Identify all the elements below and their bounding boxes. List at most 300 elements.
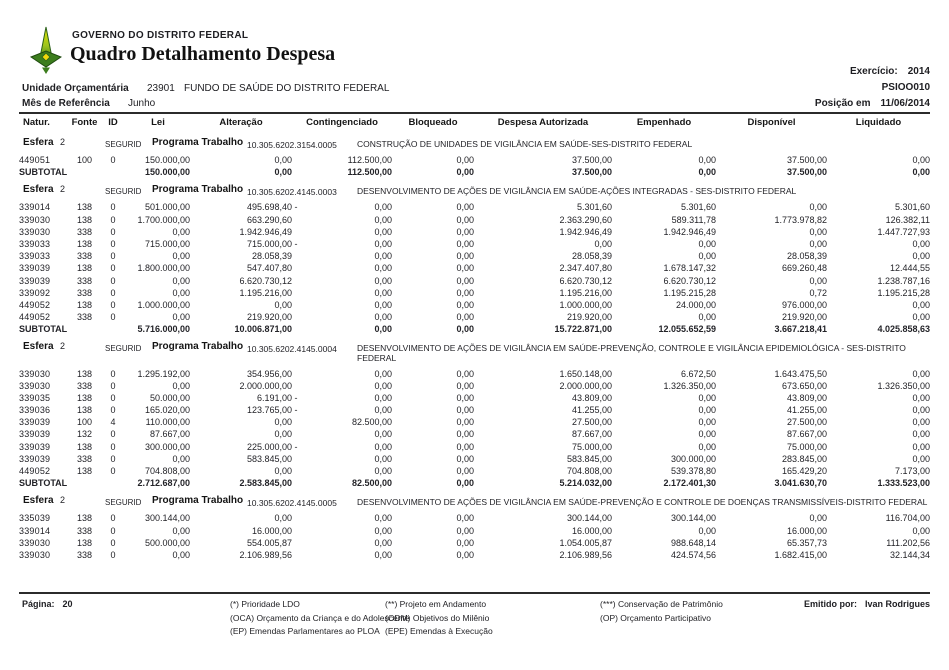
natureza-code: 339014 [19,202,51,213]
cell-value: 0,00 [912,312,930,323]
id-code: 0 [110,525,116,536]
cell-value: 0,00 [809,239,827,250]
cell-value: 1.942.946,49 [663,226,716,237]
cell-value: 0,00 [374,239,392,250]
cell-value: 0,00 [374,214,392,225]
cell-value: 0,00 [912,405,930,416]
page-number [22,598,73,612]
legend-column-1 [230,598,410,639]
legend-item: (**) Projeto em Andamento [385,599,487,609]
cell-value: 225.000,00 - [246,441,298,452]
id-code: 0 [110,537,116,548]
subtotal-value: 12.055.652,59 [658,324,716,335]
column-header-id: ID [108,117,118,128]
cell-value: 165.020,00 [144,405,190,416]
esfera-value: 2 [60,137,66,147]
cell-value: 37.500,00 [786,155,827,166]
cell-value: 0,00 [374,263,392,274]
legend-item: (EPE) Emendas à Execução [385,626,493,636]
natureza-code: 449052 [19,299,51,310]
cell-value: 165.429,20 [781,466,827,477]
cell-value: 0,00 [172,251,190,262]
table-row [19,428,930,440]
table-row [19,226,930,238]
subtotal-value: 3.667.218,41 [774,324,827,335]
cell-value: 0,00 [456,525,474,536]
fonte-code: 138 [76,202,93,213]
cell-value: 0,00 [456,155,474,166]
cell-value: 0,00 [456,251,474,262]
cell-value: 0,00 [809,202,827,213]
subtotal-value: 3.041.630,70 [774,478,827,489]
cell-value: 0,00 [274,429,292,440]
cell-value: 0,00 [456,453,474,464]
table-row [19,238,930,250]
section-header [19,178,930,201]
id-code: 0 [110,299,116,310]
cell-value: 6.620.730,12 [559,275,612,286]
id-code: 0 [110,549,116,560]
cell-value: 0,00 [374,368,392,379]
cell-value: 0,00 [374,525,392,536]
cell-value: 300.144,00 [566,513,612,524]
cell-value: 82.500,00 [351,417,392,428]
id-code: 0 [110,226,116,237]
fonte-code: 138 [76,441,93,452]
report-code: PSIOO010 [881,82,930,93]
table-row [19,287,930,299]
segurid-label: SEGURID [105,344,142,354]
table-row [19,262,930,274]
cell-value: 0,00 [698,405,716,416]
emitido-label: Emitido por: [803,599,857,609]
cell-value: 87.667,00 [786,429,827,440]
id-code: 0 [110,405,116,416]
programa-trabalho-code: 10.305.6202.3154.0005 [247,140,337,150]
table-row [19,537,930,549]
cell-value: 6.620.730,12 [239,275,292,286]
programa-trabalho-description: CONSTRUÇÃO DE UNIDADES DE VIGILÂNCIA EM SAÚDE-SES-DISTRITO FEDERAL [357,139,693,149]
cell-value: 0,00 [374,299,392,310]
cell-value: 1.195.215,28 [877,287,930,298]
id-code: 0 [110,380,116,391]
subtotal-label: SUBTOTAL [19,167,68,178]
cell-value: 1.650.148,00 [559,368,612,379]
cell-value: 5.301,60 [576,202,612,213]
cell-value: 0,00 [374,537,392,548]
cell-value: 0,00 [456,429,474,440]
legend-item: (OCA) Orçamento da Criança e do Adolescente [230,612,410,623]
cell-value: 0,00 [374,429,392,440]
natureza-code: 339039 [19,263,51,274]
cell-value: 0,00 [374,549,392,560]
esfera-label: Esfera [23,137,54,148]
natureza-code: 339039 [19,429,51,440]
cell-value: 0,72 [809,287,827,298]
posicao-label: Posição em [814,98,871,109]
cell-value: 539.378,80 [670,466,716,477]
table-row [19,404,930,416]
fonte-code: 100 [76,155,93,166]
cell-value: 0,00 [374,441,392,452]
fonte-code: 138 [76,368,93,379]
mes-referencia-value: Junho [128,98,156,109]
legend-item: (EP) Emendas Parlamentares ao PLOA [230,626,380,636]
subtotal-value: 1.333.523,00 [877,478,930,489]
cell-value: 41.255,00 [571,405,612,416]
cell-value: 0,00 [456,513,474,524]
cell-value: 0,00 [456,287,474,298]
cell-value: 6.191,00 - [256,392,298,403]
subtotal-value: 0,00 [274,167,292,178]
subtotal-value: 2.172.401,30 [663,478,716,489]
fonte-code: 138 [76,405,93,416]
cell-value: 554.005,87 [246,537,292,548]
table-row [19,201,930,213]
cell-value: 0,00 [912,417,930,428]
cell-value: 0,00 [456,226,474,237]
pagina-value: 20 [62,599,73,609]
subtotal-value: 2.583.845,00 [239,478,292,489]
cell-value: 1.942.946,49 [559,226,612,237]
natureza-code: 339039 [19,453,51,464]
subtotal-value: 4.025.858,63 [877,324,930,335]
natureza-code: 449052 [19,466,51,477]
cell-value: 28.058,39 [786,251,827,262]
exercicio-label: Exercício: [849,66,898,77]
subtotal-value: 82.500,00 [351,478,392,489]
cell-value: 0,00 [456,466,474,477]
subtotal-value: 0,00 [698,167,716,178]
cell-value: 0,00 [172,287,190,298]
id-code: 0 [110,251,116,262]
cell-value: 976.000,00 [781,299,827,310]
section-header [19,131,930,154]
cell-value: 424.574,56 [670,549,716,560]
cell-value: 704.808,00 [566,466,612,477]
cell-value: 0,00 [698,239,716,250]
fonte-code: 138 [76,263,93,274]
legend-item: (OP) Orçamento Participativo [600,612,712,623]
cell-value: 2.363.290,60 [559,214,612,225]
cell-value: 0,00 [698,417,716,428]
cell-value: 0,00 [374,392,392,403]
cell-value: 0,00 [172,525,190,536]
cell-value: 1.942.946,49 [239,226,292,237]
esfera-value: 2 [60,495,66,506]
cell-value: 300.144,00 [144,513,190,524]
id-code: 0 [110,239,116,250]
table-row [19,154,930,166]
cell-value: 37.500,00 [571,155,612,166]
cell-value: 27.500,00 [571,417,612,428]
fonte-code: 138 [76,466,93,477]
cell-value: 75.000,00 [786,441,827,452]
natureza-code: 449052 [19,312,51,323]
subtotal-value: 10.006.871,00 [234,324,292,335]
cell-value: 0,00 [374,202,392,213]
column-header-contingenciado: Contingenciado [306,117,378,128]
cell-value: 0,00 [698,251,716,262]
cell-value: 300.000,00 [670,453,716,464]
programa-trabalho-label: Programa Trabalho [152,184,244,196]
emitido-por [804,598,930,612]
cell-value: 1.800.000,00 [137,263,190,274]
cell-value: 1.700.000,00 [137,214,190,225]
cell-value: 0,00 [912,525,930,536]
cell-value: 547.407,80 [246,263,292,274]
subtotal-value: 150.000,00 [144,167,190,178]
table-header-row [19,117,930,131]
cell-value: 6.620.730,12 [663,275,716,286]
cell-value: 0,00 [456,275,474,286]
cell-value: 0,00 [374,405,392,416]
fonte-code: 338 [76,287,93,298]
cell-value: 0,00 [456,441,474,452]
cell-value: 1.295.192,00 [137,368,190,379]
cell-value: 123.765,00 - [246,405,298,416]
programa-trabalho-code: 10.305.6202.4145.0005 [247,498,337,509]
cell-value: 2.000.000,00 [239,380,292,391]
esfera-label: Esfera [23,495,54,507]
cell-value: 0,00 [374,275,392,286]
cell-value: 43.809,00 [786,392,827,403]
cell-value: 0,00 [698,429,716,440]
cell-value: 0,00 [809,226,827,237]
programa-trabalho-code: 10.305.6202.4145.0004 [247,344,337,355]
subtotal-value: 5.716.000,00 [137,324,190,335]
cell-value: 27.500,00 [786,417,827,428]
cell-value: 0,00 [374,312,392,323]
natureza-code: 339039 [19,275,51,286]
id-code: 0 [110,263,116,274]
column-header-altera-o: Alteração [219,117,263,128]
esfera-label: Esfera [23,184,54,196]
posicao-line [815,98,930,109]
cell-value: 112.500,00 [347,155,392,166]
natureza-code: 339033 [19,239,51,250]
cell-value: 663.290,60 [246,214,292,225]
table-row [19,525,930,537]
cell-value: 16.000,00 [786,525,827,536]
cell-value: 0,00 [374,513,392,524]
natureza-code: 339030 [19,380,51,391]
cell-value: 0,00 [456,239,474,250]
esfera-value: 2 [60,341,66,352]
posicao-value: 11/06/2014 [880,98,930,109]
column-header-dispon-vel: Disponível [747,117,796,128]
cell-value: 28.058,39 [251,251,292,262]
subtotal-label: SUBTOTAL [19,324,68,335]
cell-value: 0,00 [172,275,190,286]
subtotal-value: 0,00 [456,167,474,178]
cell-value: 589.311,78 [671,214,716,225]
cell-value: 0,00 [274,417,292,428]
fonte-code: 338 [76,251,93,262]
cell-value: 0,00 [698,312,716,323]
table-row [19,367,930,379]
column-header-natur: Natur. [23,117,50,128]
cell-value: 2.347.407,80 [559,263,612,274]
cell-value: 0,00 [809,513,827,524]
fonte-code: 338 [76,312,93,323]
cell-value: 75.000,00 [571,441,612,452]
cell-value: 0,00 [912,239,930,250]
id-code: 0 [110,441,116,452]
subtotal-row [19,166,930,178]
programa-trabalho-label: Programa Trabalho [152,495,244,507]
cell-value: 495.698,40 - [246,202,298,213]
cell-value: 1.773.978,82 [774,214,827,225]
fonte-code: 138 [76,239,93,250]
gdf-coat-of-arms-icon [30,26,62,76]
cell-value: 32.144,34 [889,549,930,560]
cell-value: 0,00 [698,155,716,166]
cell-value: 0,00 [274,466,292,477]
fonte-code: 338 [76,549,93,560]
legend-item: (ODM) Objetivos do Milênio [385,612,490,623]
pagina-label: Página: [22,599,55,609]
natureza-code: 339030 [19,549,51,560]
cell-value: 354.956,00 [246,368,292,379]
natureza-code: 339014 [19,525,51,536]
subtotal-value: 37.500,00 [571,167,612,178]
cell-value: 126.382,11 [885,214,930,225]
cell-value: 0,00 [456,368,474,379]
cell-value: 0,00 [912,453,930,464]
cell-value: 501.000,00 [144,202,190,213]
cell-value: 5.301,60 [894,202,930,213]
id-code: 0 [110,368,116,379]
legend-item: (*) Prioridade LDO [230,599,300,609]
cell-value: 704.808,00 [144,466,190,477]
table-row [19,549,930,561]
natureza-code: 339030 [19,226,51,237]
cell-value: 0,00 [456,405,474,416]
table-row [19,311,930,323]
cell-value: 1.195.216,00 [239,287,292,298]
cell-value: 0,00 [456,312,474,323]
cell-value: 0,00 [374,466,392,477]
programa-trabalho-code: 10.305.6202.4145.0003 [247,187,337,198]
cell-value: 0,00 [698,441,716,452]
subtotal-value: 112.500,00 [347,167,392,178]
cell-value: 16.000,00 [571,525,612,536]
fonte-code: 338 [76,226,93,237]
segurid-label: SEGURID [105,140,142,149]
fonte-code: 338 [76,525,93,536]
cell-value: 0,00 [594,239,612,250]
id-code: 0 [110,214,116,225]
cell-value: 0,00 [172,312,190,323]
cell-value: 0,00 [698,392,716,403]
report-title: Quadro Detalhamento Despesa [70,43,336,65]
subtotal-value: 0,00 [456,324,474,335]
cell-value: 0,00 [698,525,716,536]
cell-value: 0,00 [912,368,930,379]
cell-value: 583.845,00 [246,453,292,464]
id-code: 0 [110,287,116,298]
table-row [19,392,930,404]
subtotal-value: 5.214.032,00 [559,478,612,489]
cell-value: 5.301,60 [680,202,716,213]
cell-value: 0,00 [456,392,474,403]
cell-value: 0,00 [456,263,474,274]
cell-value: 87.667,00 [149,429,190,440]
legend-column-3 [600,598,723,625]
fonte-code: 338 [76,453,93,464]
cell-value: 16.000,00 [251,525,292,536]
programa-trabalho-label: Programa Trabalho [152,341,244,353]
fonte-code: 132 [76,429,93,440]
cell-value: 219.920,00 [566,312,612,323]
cell-value: 28.058,39 [571,251,612,262]
segurid-label: SEGURID [105,498,142,508]
table-row [19,441,930,453]
table-row [19,299,930,311]
cell-value: 0,00 [374,380,392,391]
fonte-code: 138 [76,299,93,310]
column-header-liquidado: Liquidado [855,117,902,128]
cell-value: 41.255,00 [786,405,827,416]
cell-value: 0,00 [374,226,392,237]
column-header-empenhado: Empenhado [636,117,692,128]
programa-trabalho-description: DESENVOLVIMENTO DE AÇÕES DE VIGILÂNCIA EM SAÚDE-PREVENÇÃO E CONTROLE DE DOENÇAS TRANSMISSÍVEIS-DISTRITO FEDERAL [357,497,928,508]
cell-value: 988.648,14 [670,537,716,548]
natureza-code: 339030 [19,214,51,225]
cell-value: 0,00 [912,441,930,452]
cell-value: 1.000.000,00 [559,299,612,310]
unidade-code: 23901 [147,83,175,94]
subtotal-label: SUBTOTAL [19,478,68,489]
fonte-code: 100 [76,417,93,428]
cell-value: 24.000,00 [675,299,716,310]
programa-trabalho-label: Programa Trabalho [152,137,244,148]
cell-value: 1.238.787,16 [877,275,930,286]
cell-value: 0,00 [172,453,190,464]
cell-value: 12.444,55 [889,263,930,274]
fonte-code: 138 [76,392,93,403]
cell-value: 219.920,00 [781,312,827,323]
subtotal-value: 0,00 [912,167,930,178]
cell-value: 0,00 [374,287,392,298]
id-code: 4 [110,417,116,428]
cell-value: 7.173,00 [894,466,930,477]
id-code: 0 [110,275,116,286]
cell-value: 2.106.989,56 [559,549,612,560]
cell-value: 500.000,00 [144,537,190,548]
cell-value: 65.357,73 [786,537,827,548]
id-code: 0 [110,453,116,464]
cell-value: 0,00 [374,251,392,262]
id-code: 0 [110,513,116,524]
cell-value: 1.326.350,00 [877,380,930,391]
subtotal-row [19,323,930,335]
cell-value: 0,00 [912,299,930,310]
section-header [19,489,930,512]
cell-value: 0,00 [912,155,930,166]
cell-value: 0,00 [172,226,190,237]
cell-value: 0,00 [172,380,190,391]
id-code: 0 [110,155,116,166]
mes-referencia-label: Mês de Referência [22,98,110,109]
section-header [19,335,930,367]
cell-value: 0,00 [456,380,474,391]
legend-column-2 [385,598,493,639]
column-header-lei: Lei [151,117,165,128]
fonte-code: 138 [76,513,93,524]
expense-detail-table [19,117,930,561]
